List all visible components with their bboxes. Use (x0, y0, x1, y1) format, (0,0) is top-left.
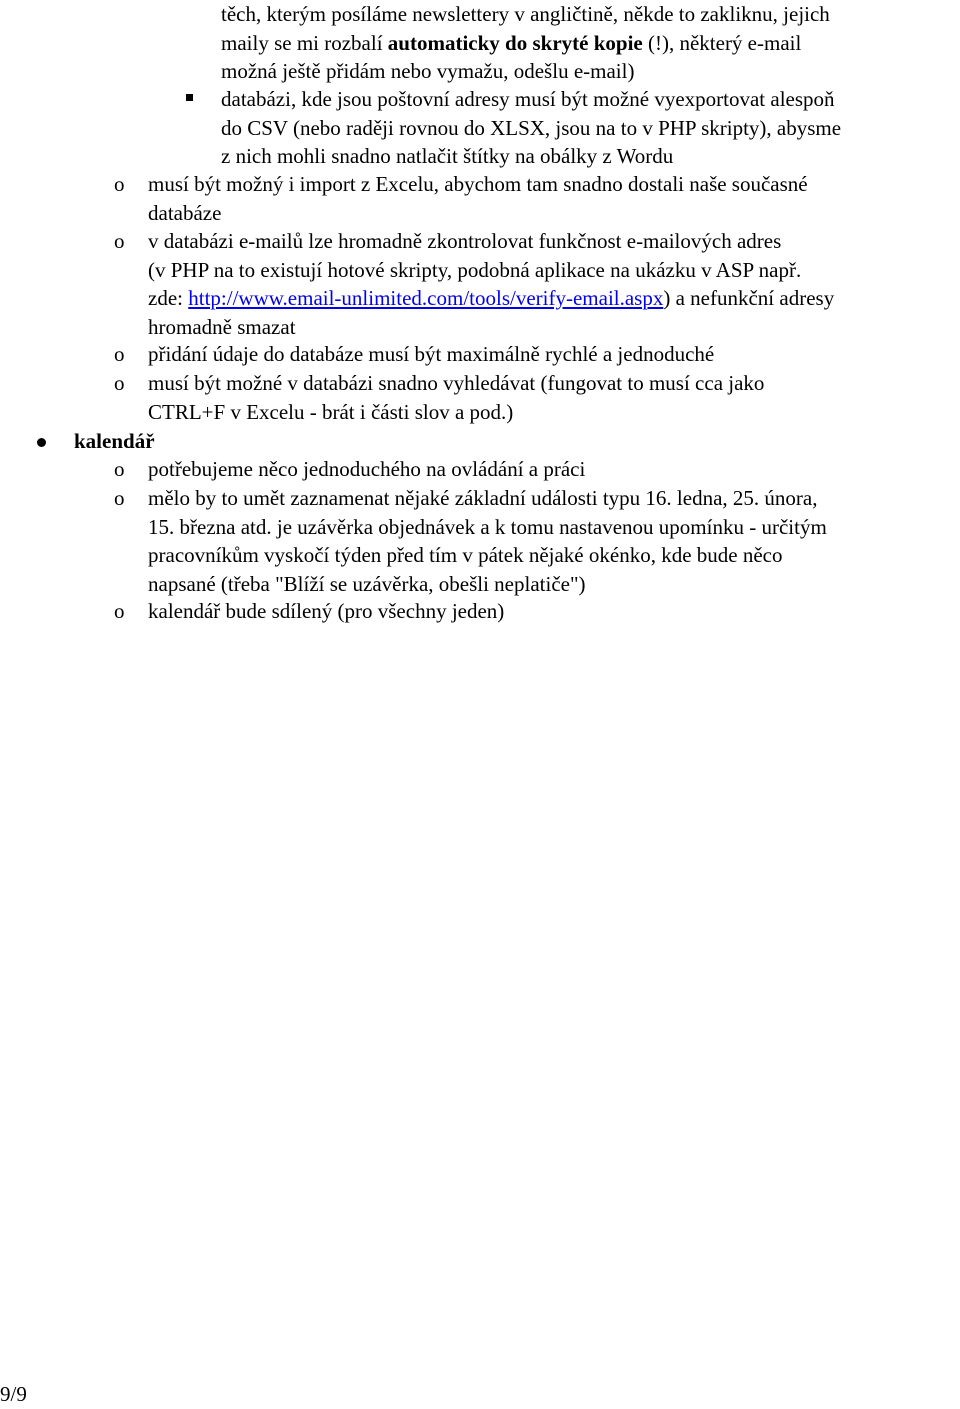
circle-bullet-icon: o (114, 172, 125, 196)
section-heading (74, 427, 155, 456)
text-line: musí být možné v databázi snadno vyhledávat (fungovat to musí cca jako (148, 371, 765, 395)
continuation-text (221, 0, 830, 86)
text-line: napsané (třeba "Blíží se uzávěrka, obešli neplatiče") (148, 571, 586, 596)
circle-bullet-icon: o (114, 342, 125, 366)
text-line: mělo by to umět zaznamenat nějaké základní události typu 16. ledna, 25. února, (148, 486, 818, 510)
list-item (148, 227, 834, 341)
square-bullet-icon (186, 94, 193, 101)
list-item (148, 369, 764, 426)
list-item (148, 340, 714, 369)
circle-bullet-icon: o (114, 371, 125, 395)
text-line: (v PHP na to existují hotové skripty, podobná aplikace na ukázku v ASP např. (148, 257, 802, 282)
text-line: z nich mohli snadno natlačit štítky na obálky z Wordu (221, 144, 674, 168)
text-line: v databázi e-mailů lze hromadně zkontrolovat funkčnost e-mailových adres (148, 229, 782, 253)
text-line: zde: http://www.email-unlimited.com/tools/verify-email.aspx) a nefunkční adresy (148, 286, 835, 310)
calendar-heading: kalendář (74, 429, 155, 453)
text-line: databázi, kde jsou poštovní adresy musí být možné vyexportovat alespoň (221, 87, 835, 111)
text-line: musí být možný i import z Excelu, abychom tam snadno dostali naše současné (148, 172, 808, 196)
circle-bullet-icon: o (114, 457, 125, 481)
list-item (148, 455, 585, 484)
circle-bullet-icon: o (114, 486, 125, 510)
text-line: těch, kterým posíláme newslettery v angličtině, někde to zakliknu, jejich (221, 2, 830, 26)
circle-bullet-icon: o (114, 229, 125, 253)
list-item (148, 170, 808, 227)
text-line: CTRL+F v Excelu - brát i části slov a pod.) (148, 399, 514, 424)
bold-phrase: automaticky do skryté kopie (387, 30, 643, 55)
text-line: možná ještě přidám nebo vymažu, odešlu e-mail) (221, 59, 635, 83)
text-line: potřebujeme něco jednoduchého na ovládání a práci (148, 457, 586, 481)
list-item (221, 85, 841, 171)
text-line: maily se mi rozbalí automaticky do skryté kopie (!), některý e-mail (221, 30, 802, 55)
page-number: 9/9 (0, 1382, 27, 1406)
text-line: databáze (148, 200, 222, 225)
round-bullet-icon (37, 438, 46, 447)
text-line: 15. března atd. je uzávěrka objednávek a k tomu nastavenou upomínku - určitým (148, 514, 827, 539)
list-item (148, 597, 504, 626)
text-line: kalendář bude sdílený (pro všechny jeden) (148, 599, 505, 623)
text-line: do CSV (nebo raději rovnou do XLSX, jsou na to v PHP skripty), abysme (221, 115, 842, 140)
text-line: pracovníkům vyskočí týden před tím v pátek nějaké okénko, kde bude něco (148, 543, 783, 567)
text-line: hromadně smazat (148, 314, 296, 339)
circle-bullet-icon: o (114, 599, 125, 623)
list-item (148, 484, 827, 598)
text-line: přidání údaje do databáze musí být maximálně rychlé a jednoduché (148, 342, 715, 366)
verify-email-link[interactable]: http://www.email-unlimited.com/tools/verify-email.aspx (188, 286, 664, 310)
